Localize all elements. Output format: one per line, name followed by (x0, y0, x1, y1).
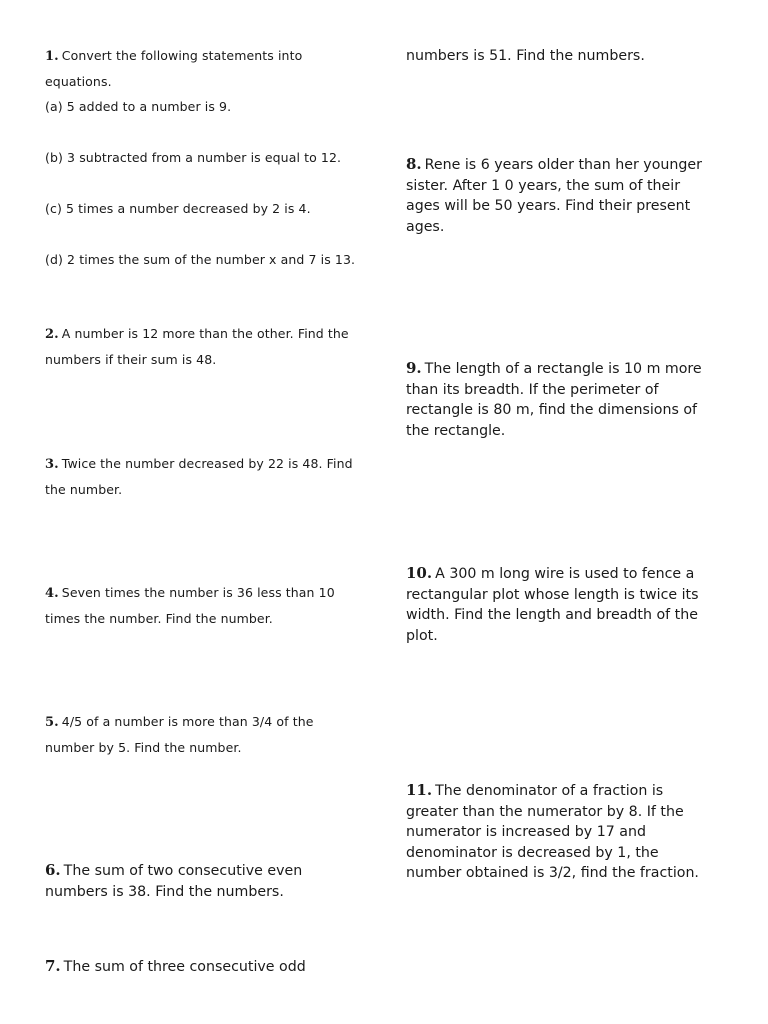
question-7-continued (406, 46, 718, 67)
question-number: 5. (45, 715, 59, 730)
question-8 (406, 154, 718, 237)
question-text: 4/5 of a number is more than 3/4 of the number by 5. Find the number. (45, 714, 314, 755)
question-7 (45, 956, 357, 978)
question-number: 6. (45, 861, 61, 879)
question-number: 3. (45, 457, 59, 472)
question-text: Seven times the number is 36 less than 10 times the number. Find the number. (45, 585, 335, 626)
question-text: The sum of three consecutive odd (63, 959, 306, 975)
question-text: Twice the number decreased by 22 is 48. Find the number. (45, 456, 353, 497)
question-number: 4. (45, 586, 59, 601)
question-3 (45, 451, 363, 502)
question-text: A 300 m long wire is used to fence a rectangular plot whose length is twice its width. Find the length and breadth of the plot. (406, 566, 699, 644)
question-part-c: (c) 5 times a number decreased by 2 is 4. (45, 201, 311, 216)
question-2 (45, 321, 363, 372)
question-text: The length of a rectangle is 10 m more than its breadth. If the perimeter of rectangle is 80 m, find the dimensions of the rectangle. (406, 361, 702, 439)
question-text: The sum of two consecutive even numbers is 38. Find the numbers. (45, 863, 303, 900)
question-6 (45, 860, 357, 902)
question-text: The denominator of a fraction is greater than the numerator by 8. If the numerator is increased by 17 and denominator is decreased by 1, the number obtained is 3/2, find the fraction. (406, 783, 699, 882)
question-part-d: (d) 2 times the sum of the number x and 7 is 13. (45, 252, 356, 267)
question-11 (406, 780, 718, 884)
question-part-a: (a) 5 added to a number is 9. (45, 99, 232, 114)
question-5 (45, 709, 363, 760)
question-intro: Convert the following statements into equations. (45, 48, 303, 89)
question-10 (406, 563, 718, 646)
question-number: 1. (45, 49, 59, 64)
question-text-continued: numbers is 51. Find the numbers. (406, 48, 645, 64)
question-part-b: (b) 3 subtracted from a number is equal to 12. (45, 150, 342, 165)
question-text: Rene is 6 years older than her younger sister. After 1 0 years, the sum of their ages will be 50 years. Find their present ages. (406, 157, 702, 235)
question-number: 11. (406, 781, 433, 799)
question-9 (406, 358, 718, 441)
question-number: 7. (45, 957, 61, 975)
question-4 (45, 580, 363, 631)
question-1 (45, 43, 363, 272)
question-number: 2. (45, 327, 59, 342)
question-text: A number is 12 more than the other. Find the numbers if their sum is 48. (45, 326, 349, 367)
question-number: 9. (406, 359, 422, 377)
question-number: 8. (406, 155, 422, 173)
question-number: 10. (406, 564, 433, 582)
